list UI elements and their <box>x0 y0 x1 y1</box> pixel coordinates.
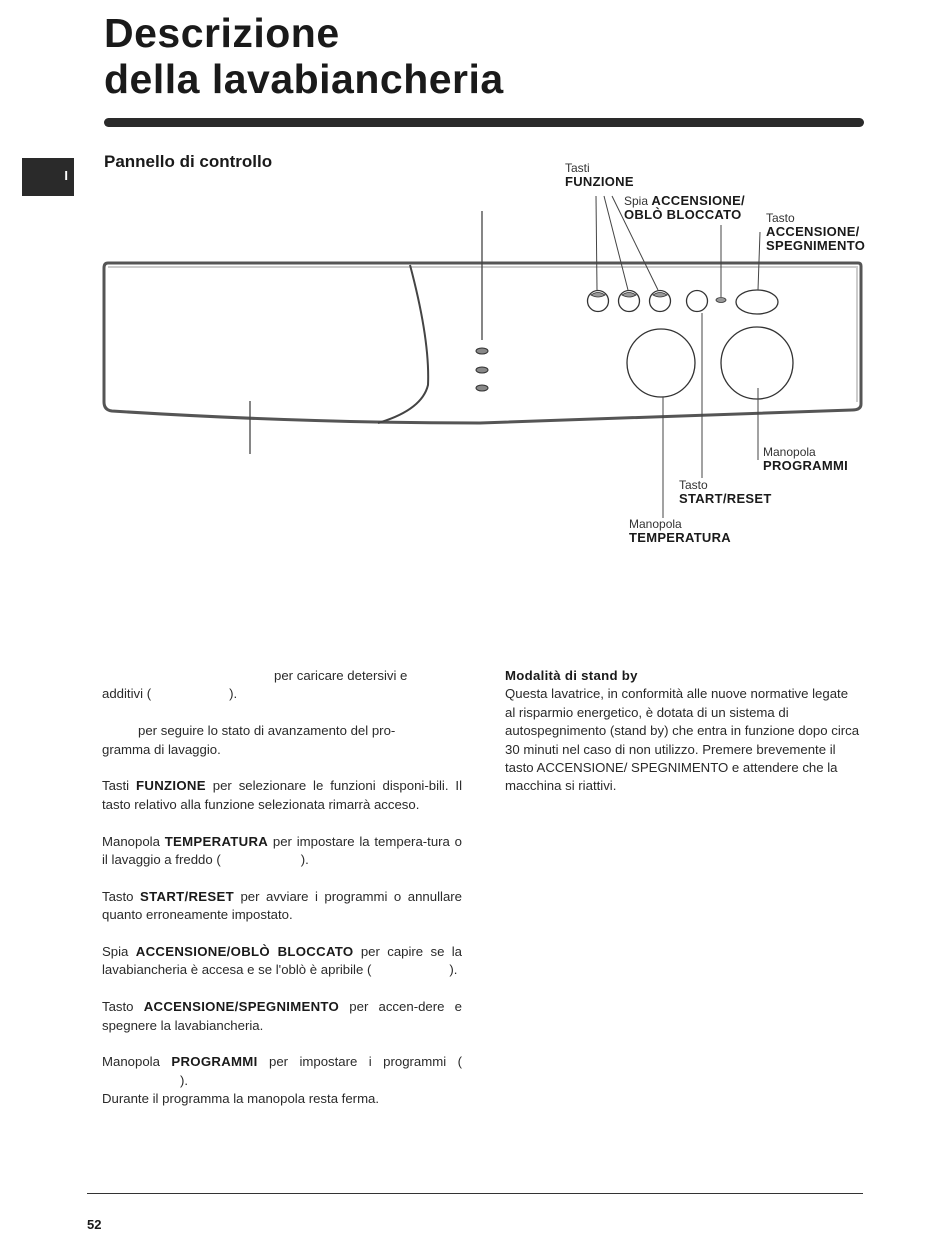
desc-drawer: per caricare detersivi e additivi ( ). <box>102 668 408 702</box>
desc-funzione: Tasti FUNZIONE per selezionare le funzioni disponi-bili. Il tasto relativo alla funzione selezionata rimarrà acceso. <box>102 778 463 812</box>
label-funzione: Tasti FUNZIONE <box>565 161 634 189</box>
right-column <box>505 667 860 796</box>
programme-knob <box>721 327 793 399</box>
detergent-drawer-edge <box>378 265 428 423</box>
temperature-knob <box>627 329 695 397</box>
power-button <box>736 290 778 314</box>
standby-heading: Modalità di stand by <box>505 668 638 683</box>
power-led-icon <box>716 298 726 303</box>
page-number: 52 <box>87 1217 102 1232</box>
start-reset-button <box>687 291 708 312</box>
desc-display: per seguire lo stato di avanzamento del pro- gramma di lavaggio. <box>102 723 396 757</box>
desc-temperatura: Manopola TEMPERATURA per impostare la tempera-tura o il lavaggio a freddo ( ). <box>102 833 462 868</box>
language-tab: I <box>22 158 74 196</box>
desc-start-reset: Tasto START/RESET per avviare i programmi o annullare quanto erroneamente impostato. <box>102 888 462 923</box>
page-title: Descrizione della lavabiancheria <box>104 10 504 102</box>
led-3-icon <box>476 385 488 391</box>
label-programmi: Manopola PROGRAMMI <box>763 445 849 473</box>
desc-programmi: Manopola PROGRAMMI per impostare i programmi (). Durante il programma la manopola resta ferma. <box>102 1054 462 1107</box>
led-2-icon <box>476 367 488 373</box>
control-panel-diagram <box>0 0 950 600</box>
label-temperatura: Manopola TEMPERATURA <box>629 517 731 545</box>
label-spia: Spia ACCENSIONE/ OBLÒ BLOCCATO <box>624 193 745 222</box>
desc-spia: Spia ACCENSIONE/OBLÒ BLOCCATO per capire se la lavabiancheria è accesa e se l'oblò è apribile ( ). <box>102 944 462 978</box>
desc-accensione: Tasto ACCENSIONE/SPEGNIMENTO per accen-dere e spegnere la lavabiancheria. <box>102 999 462 1033</box>
label-start-reset: Tasto START/RESET <box>679 478 772 506</box>
section-title: Pannello di controllo <box>104 152 273 171</box>
led-1-icon <box>476 348 488 354</box>
footer-rule <box>87 1193 863 1194</box>
label-accensione: Tasto ACCENSIONE/ SPEGNIMENTO <box>766 211 866 253</box>
left-column <box>102 667 462 1127</box>
standby-body: Questa lavatrice, in conformità alle nuove normative legate al risparmio energetico, è dotata di un sistema di autospegnimento (stand by) che entra in funzione dopo circa 30 minuti nel caso di non utilizzo. Premere brevemente il tasto ACCENSIONE/ SPEGNIMENTO e attendere che la macchina si riattivi. <box>505 686 860 794</box>
